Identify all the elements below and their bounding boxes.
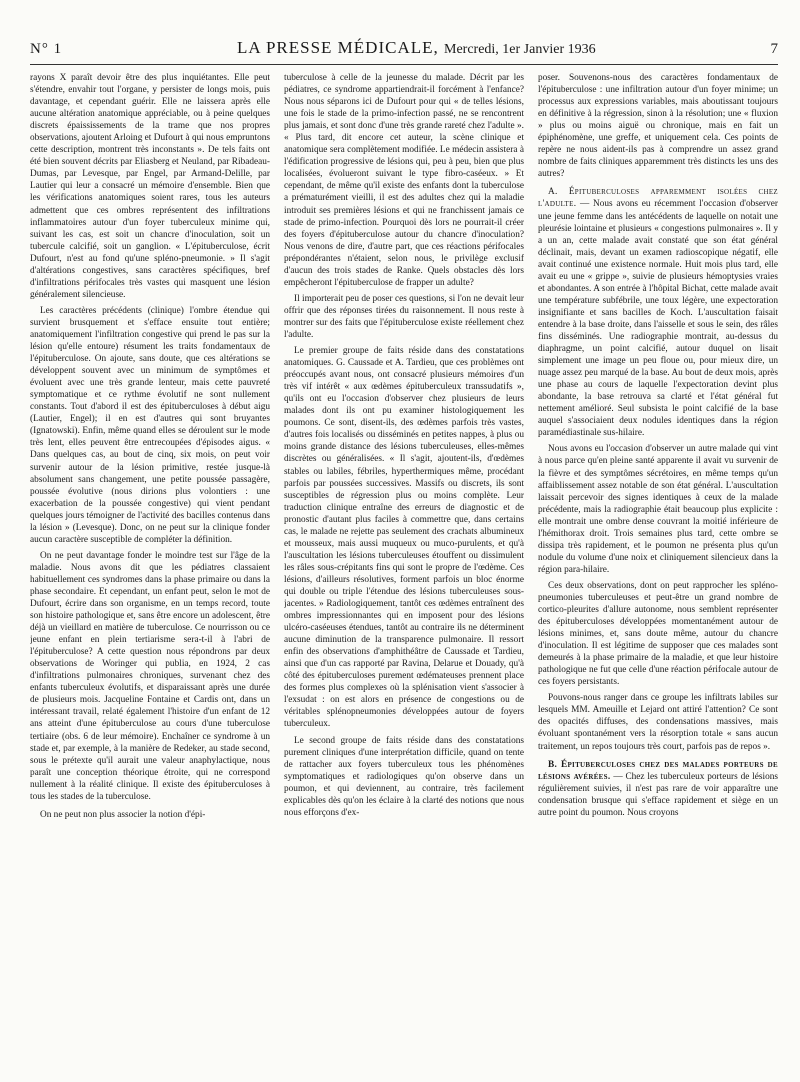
journal-name: LA PRESSE MÉDICALE,: [236, 38, 439, 57]
paragraph: Le second groupe de faits réside dans des constatations purement cliniques d'une interprétation difficile, quand on tente de rattacher aux foyers tuberculeux tous les phénomènes symptomatiques et radiologiques qu'on observe dans un poumon, et qui deviennent, au contraire, très facilement explicables dès qu'on les éclaire à la clarté des notions que nous nous efforçons d'ex-: [284, 735, 524, 818]
issue-number: N° 1: [30, 41, 63, 57]
section-paragraph: [538, 759, 778, 819]
running-title: [237, 38, 596, 58]
section-heading: A. Épituberculoses apparemment isolées chez l'adulte.: [538, 187, 778, 210]
paragraph: poser. Souvenons-nous des caractères fondamentaux de l'épituberculose : une infiltration autour d'un foyer minime; un processus aux expressions variables, mais aboutissant toujours en définitive à la régression, sinon à la résolution; une « fluxion » plus ou moins aiguë ou chronique, mais en fait un épiphénomène, une greffe, et uniquement cela. Ces points de repère ne nous aident-ils pas à comprendre un assez grand nombre de faits cliniques apparemment très distincts les uns des autres?: [538, 73, 778, 180]
section-paragraph: [538, 186, 778, 439]
paragraph: Ces deux observations, dont on peut rapprocher les spléno-pneumonies tuberculeuses et peut-être un grand nombre de cortico-pleurites d'allure autonome, nous semblent représenter des épituberculoses développées momentanément autour de lésions minimes, et, sans doute même, autour du chancre d'inoculation. Il est légitime de supposer que ces malades sont demeurés à la phase primaire de la maladie, et que leur histoire pathologique ne fut que celle d'une réaction périfocale autour de ces foyers persistants.: [538, 580, 778, 688]
paragraph: rayons X paraît devoir être des plus inquiétantes. Elle peut s'étendre, envahir tout l'organe, y persister de longs mois, puis davantage, et cependant guérir. Elle ne laissera après elle aucune altération anatomique appréciable, ou à peine quelques discrets épaississements de la trame que nos propres observations, ajoutent Arloing et Dufourt à qui nous empruntons cette description, montrent très inconstants ». De tels faits ont été bien souvent décrits par Eliasberg et Neuland, par Ribadeau-Dumas, par Levesque, par Engel, par Armand-Delille, par Lautier qui leur a consacré un mémoire d'ensemble. Bien que les vérifications anatomiques soient rares, tous les auteurs admettent que ces ombres représentent des infiltrations inflammatoires autour d'un foyer tuberculeux minime qui, suivant les cas, est soit un chancre d'inoculation, soit un tubercule calcifié, soit un ganglion. « L'épituberculose, écrit Dufourt, n'est au fond qu'une spléno-pneumonie. » Il s'agit d'altérations congestives, sans caractères spécifiques, bref d'infiltrations périfocales très vastes qui masquent une lésion généralement silencieuse.: [30, 73, 270, 300]
paragraph: On ne peut davantage fonder le moindre test sur l'âge de la maladie. Nous avons dit que les pédiatres classaient habituellement ces syndromes dans la phase primaire ou dans la phase secondaire. Et cependant, un enfant peut, selon le mot de Dufourt, écrire dans son organisme, en un temps record, toute son histoire pathologique et, sans être encore un adolescent, être déjà un vieillard en matière de tuberculose. Ce nourrisson ou ce jeune enfant en plein tertiarisme sera-t-il à l'abri de l'épituberculose? A cette question nous répondrons par deux observations de Woringer qui publia, en 1924, 2 cas d'infiltrations pulmonaires chroniques, survenant chez des enfants tuberculeux évolutifs, et disparaissant après une durée de plusieurs mois. Jacqueline Fontaine et Cardis ont, dans un intéressant travail, relaté également l'histoire d'un enfant de 12 ans atteint d'une épituberculose au cours d'une tuberculose tertiaire (obs. 6 de leur mémoire). Enchaîner ce syndrome à un stade et, par exemple, à la manière de Redeker, au stade second, sous le prétexte qu'il aurait une valeur anaphylactique, nous paraît une conception théorique étroite, qui ne correspond nullement à la réalité clinique. Il existe des épituberculoses à tous les stades de la tuberculose.: [30, 550, 270, 802]
paragraph: Nous avons eu l'occasion d'observer un autre malade qui vint à nous parce qu'en pleine santé apparente il avait vu survenir de la fièvre et des symptômes sécrétoires, en même temps qu'un affaiblissement assez notable de son état général. L'auscultation laissait percevoir des signes identiques à ceux de la malade précédente, mais la radiographie était beaucoup plus explicite : elle montrait une ombre dense couvrant la moitié inférieure de l'hémithorax droit. Trois semaines plus tard, cette ombre se dissipa très rapidement, et le poumon ne présenta plus qu'un nodule du volume d'une noix et cliniquement silencieux dans la région para-hilaire.: [538, 444, 778, 575]
paragraph: Il importerait peu de poser ces questions, si l'on ne devait leur offrir que des réponses tirées du raisonnement. Il nous reste à montrer sur des faits que l'épituberculose existe réellement chez l'adulte.: [284, 293, 524, 340]
paragraph: Le premier groupe de faits réside dans des constatations anatomiques. G. Caussade et A. Tardieu, que ces problèmes ont préoccupés avant nous, ont consacré plusieurs mémoires d'un très vif intérêt « aux œdèmes épituberculeux transsudatifs », qu'ils ont eu l'occasion d'observer chez plusieurs de leurs malades dont ils ont pu examiner histologiquement les poumons. Ce sont, disent-ils, des œdèmes parfois très vastes, d'autres fois localisés ou disséminés en petites nappes, à plus ou moins grande distance des lésions tuberculeuses, elles-mêmes discrètes ou généralisées. « Il s'agit, ajoutent-ils, d'œdèmes stables ou labiles, fébriles, hyperthermiques même, procédant parfois par poussées successives. Massifs ou discrets, ils sont susceptibles de régression plus ou moins complète. Leur traduction clinique entraîne des erreurs de diagnostic et de pronostic d'autant plus faciles à commettre que, dans certains cas, le malade ne rejette pas seulement des crachats albumineux et mousseux, mais aussi muqueux ou muco-purulents, et qu'à l'auscultation les lésions tuberculeuses étouffent ou dissimulent les râles sous-crépitants fins qui sont le propre de l'œdème. Ces lésions, d'ailleurs résolutives, forment parfois un bloc énorme qui double ou triple l'étendue des lésions tuberculeuses sous-jacentes. » Radiologiquement, tantôt ces œdèmes entraînent des ombres impressionnantes qui en imposent pour des lésions ulcéro-caséeuses étendues, tantôt au contraire ils ne déterminent aucune diminution de la transparence pulmonaire. Il ressort enfin des observations d'amphithéâtre de Caussade et Tardieu, ainsi que d'un cas rapporté par Ravina, Delarue et Douady, qu'à côté des épituberculoses purement œdémateuses prennent place des formes plus complexes où la splénisation vient s'associer à l'exsudat : on est alors en présence de congestions ou de véritables splénopneumonies développées autour de foyers tuberculeux.: [284, 346, 524, 730]
paragraph: Les caractères précédents (clinique) l'ombre étendue qui survient brusquement et s'efface ensuite tout entière; anatomiquement l'infiltration congestive qui prend le pas sur la lésion qu'elle entoure) résument les traits fondamentaux de l'épituberculose. On ajoute, sans doute, que ces altérations se développent souvent avec un minimum de symptômes et évoluent avec une très grande lenteur, mais cette pauvreté symptomatique et ce rythme évolutif ne sont nullement constants. Tout d'abord il est des épituberculoses à début aigu (Lautier, Engel); il en est d'autres qui sont bruyantes (Ignatowski). Enfin, même quand elles se déroulent sur le mode très lent, elles peuvent être entrecoupées d'épisodes aigus. « Dans quelques cas, au bout de cinq, six mois, on peut voir survenir autour de la lésion primitive, restée jusque-là absolument sans changement, une petite poussée passagère, poussée évolutive (nous dirions plus volontiers : une exacerbation de la poussée congestive) qui vient pendant quelques jours témoigner de l'activité des bacilles contenus dans la lésion » (Levesque). Donc, on ne peut sur la clinique fonder aucun caractère susceptible de compléter la définition.: [30, 305, 270, 545]
paragraph: tuberculose à celle de la jeunesse du malade. Décrit par les pédiatres, ce syndrome appartiendrait-il forcément à l'enfance? Nous nous séparons ici de Dufourt pour qui « de telles lésions, une fois le stade de la primo-infection passé, ne se rencontrent plus jamais, et sont donc d'une très grande rareté chez l'adulte ». « Plus tard, dit encore cet auteur, la scène clinique et anatomique sera complètement modifiée. Le médecin assistera à l'édification progressive de lésions qui, peu à peu, bien que plus localisées, évolueront suivant le type fibro-caséeux. » Et cependant, de même qu'il existe des enfants dont la tuberculose a prématurément vieilli, il est des adultes chez qui la maladie introduit ses premières lésions et qui ne franchissent jamais ce stade de primo-infection. Pourquoi dès lors ne pourrait-il créer des foyers d'épituberculose autour du chancre d'inoculation? Nous venons de dire, d'autre part, que ces réactions périfocales prépondérantes n'étaient, selon nous, le privilège exclusif d'aucun des trois stades de Ranke. Quels obstacles dès lors empêcheront l'épituberculose de frapper un adulte?: [284, 73, 524, 288]
column-2: [284, 72, 524, 1076]
issue-date: Mercredi, 1er Janvier 1936: [444, 42, 596, 57]
column-3: [538, 72, 778, 1076]
section-text: — Nous avons eu récemment l'occasion d'observer une jeune femme dans les antécédents de laquelle on notait une pleurésie lointaine et plusieurs « congestions pulmonaires ». Il y a un an, cette malade avait constaté que son état général déclinait, mais, devant un examen radioscopique négatif, elle avait continué une existence normale. Huit mois plus tard, elle avait eu une « grippe », suivie de plusieurs hémoptysies vraies et abondantes. A son entrée à l'hôpital Bichat, cette malade avait une température subfébrile, une toux légère, une expectoration insignifiante et sans bacilles de Koch. L'auscultation faisait entendre à la base droite, dans l'aisselle et sous le sein, des râles fins disséminés. Une radiographie montrait, au-dessus du diaphragme, un point calcifié, autour duquel on lisait simplement une image un peu floue ou, pour mieux dire, un nuage assez peu marqué de la base. Au bout de deux mois, après une phase au cours de laquelle l'expectoration devint plus abondante, la base retrouva sa clarté et l'état général fut nettement amélioré. Seul subsista le point calcifié de la base auquel s'associaient deux nodules identiques dans la région paramédiastinale sus-hilaire.: [538, 199, 778, 439]
paragraph: Pouvons-nous ranger dans ce groupe les infiltrats labiles sur lesquels MM. Ameuille et Lejard ont attiré l'attention? Ce sont des opacités diffuses, des condensations massives, mais évoluant spontanément vers la résorption totale « sans aucun traitement, un repos toujours très court, parfois pas de repos ».: [538, 693, 778, 752]
section-text: — Chez les tuberculeux porteurs de lésions régulièrement suivies, il n'est pas rare de voir apparaître une condensation brusque qui s'efface rapidement et siège en un autre point du poumon. Nous croyons: [538, 771, 778, 818]
section-heading: B. Épituberculoses chez des malades porteurs de lésions avérées.: [538, 759, 778, 782]
paragraph: On ne peut non plus associer la notion d'épi-: [40, 809, 206, 820]
column-1: [30, 72, 270, 1076]
article-columns: [30, 72, 778, 1076]
page-header: [30, 38, 778, 65]
page-number: 7: [770, 41, 778, 57]
